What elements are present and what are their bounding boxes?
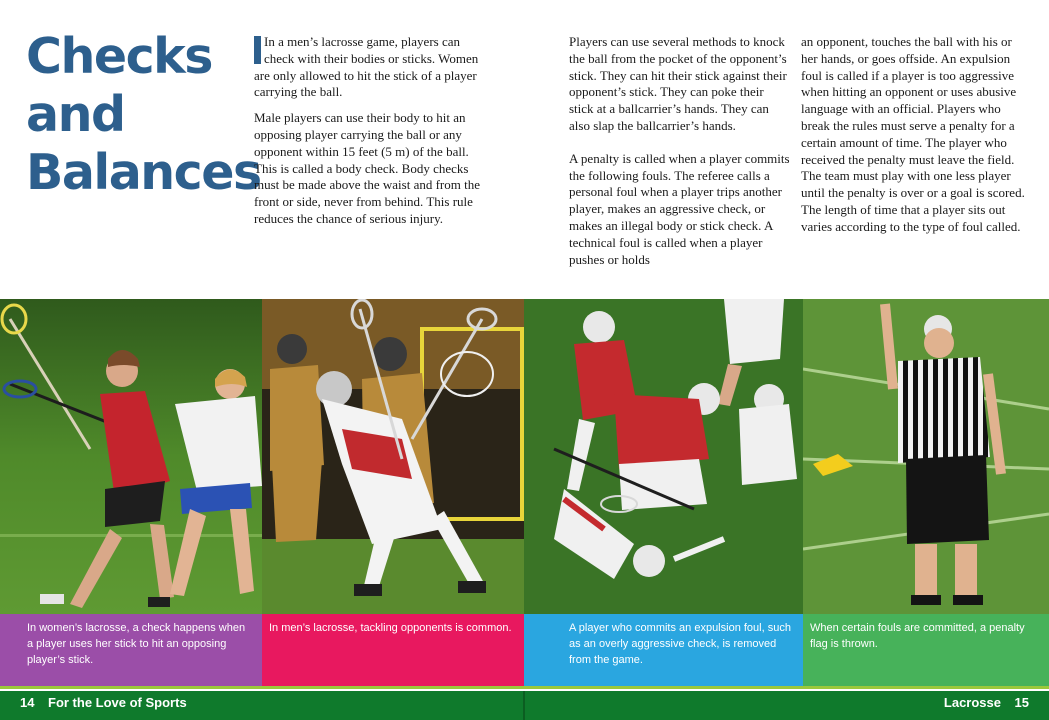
text-column-1 xyxy=(254,34,486,237)
page-title xyxy=(26,28,261,202)
photo-mens-lacrosse xyxy=(262,299,524,614)
photo-expulsion-foul xyxy=(524,299,803,614)
title-line: Checks xyxy=(26,28,212,85)
text-column-3 xyxy=(801,34,1027,245)
caption-mens-lacrosse: In men’s lacrosse, tackling opponents is common. xyxy=(262,614,524,686)
right-running-title: Lacrosse xyxy=(943,695,1001,710)
photo-strip xyxy=(0,299,1049,614)
text-column-2 xyxy=(569,34,791,277)
title-line: Balances xyxy=(26,144,261,201)
dropcap-bar xyxy=(254,36,261,64)
left-page-number: 14 xyxy=(20,695,35,710)
footer-bar xyxy=(0,686,1049,720)
page-fold xyxy=(523,691,525,720)
photo-referee xyxy=(803,299,1049,614)
paragraph: A penalty is called when a player commits the following fouls. The referee calls a personal foul when a player trips another player, makes an aggressive check, or makes an illegal body or stick check. A technical foul is called when a player pushes or holds xyxy=(569,150,790,267)
photo-womens-lacrosse xyxy=(0,299,262,614)
paragraph: Players can use several methods to knock the ball from the pocket of the opponent’s stick. They can hit their stick against their opponent’s stick. They can poke their stick at a ballcarrier’s hands. They can also slap the ballcarrier’s hands. xyxy=(569,34,787,133)
title-line: and xyxy=(26,86,125,143)
caption-womens-lacrosse: In women’s lacrosse, a check happens when a player uses her stick to hit an opposing player’s stick. xyxy=(0,614,262,686)
left-running-title: For the Love of Sports xyxy=(48,695,187,710)
right-page-number: 15 xyxy=(1014,695,1029,710)
paragraph: an opponent, touches the ball with his or her hands, or goes offside. An expulsion foul is called if a player is too aggressive when hitting an opponent or uses abusive language with an official. Players who break the rules must serve a penalty for a certain amount of time. The player who received the penalty must leave the field. The team must play with one less player until the penalty is over or a goal is scored. The length of time that a player sits out varies according to the type of foul called. xyxy=(801,34,1025,234)
paragraph: In a men’s lacrosse game, players can check with their bodies or sticks. Women are only allowed to hit the stick of a player carrying the ball. xyxy=(254,34,479,100)
paragraph: Male players can use their body to hit an opposing player carrying the ball or any opponent within 15 feet (5 m) of the ball. This is called a body check. Body checks must be made above the waist and from the front or side, never from behind. This rule reduces the chance of serious injury. xyxy=(254,110,480,226)
caption-penalty-flag: When certain fouls are committed, a penalty flag is thrown. xyxy=(803,614,1049,686)
caption-expulsion-foul: A player who commits an expulsion foul, such as an overly aggressive check, is removed from the game. xyxy=(524,614,803,686)
